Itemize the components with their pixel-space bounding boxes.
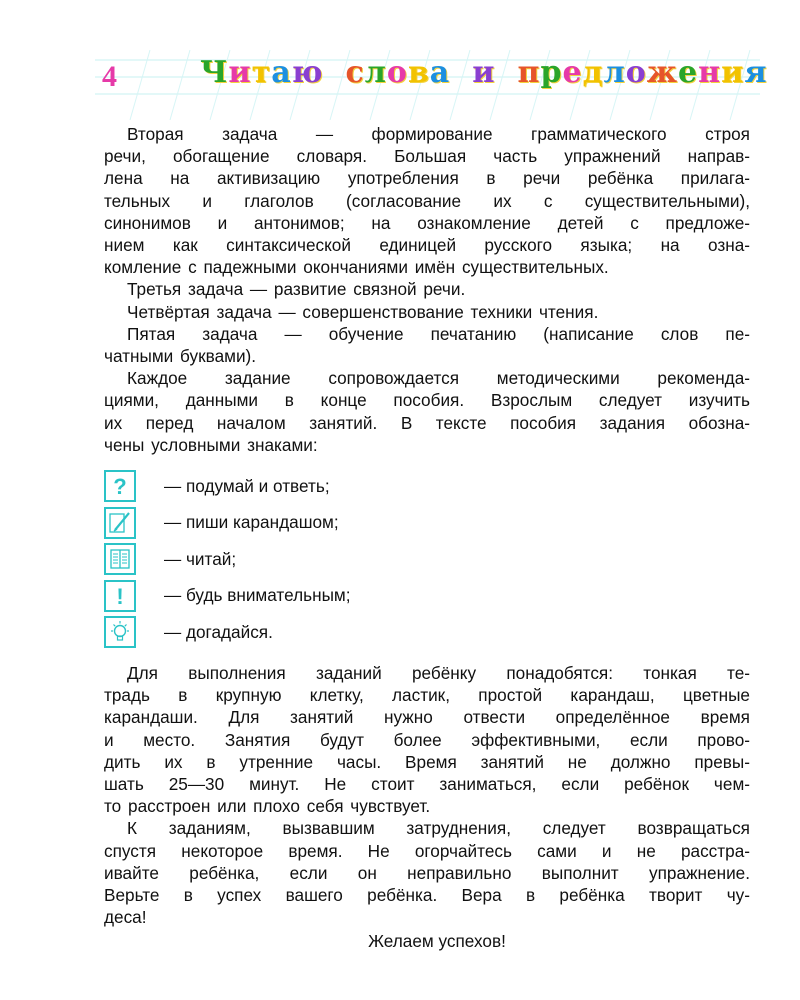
paragraph-materials	[104, 662, 750, 817]
text-line: нием как синтаксической единицей русского языка; на озна-	[104, 235, 750, 256]
text-line: деса!	[104, 907, 147, 928]
paragraph-third-task	[104, 278, 750, 300]
symbols-legend	[104, 468, 750, 650]
paragraph-second-task	[104, 123, 750, 278]
text-line: дить их в утренние часы. Время занятий не должно превы-	[104, 751, 750, 772]
text-line: ивайте ребёнка, если он неправильно выполнит упражнение.	[104, 862, 750, 883]
text-line: чены условными знаками:	[104, 434, 318, 455]
text-line: комление с падежными окончаниями имён существительных.	[104, 257, 609, 278]
text-line: Пятая задача — обучение печатанию (написание слов пе-	[127, 323, 750, 344]
page-number: 4	[102, 60, 117, 93]
legend-item	[104, 614, 750, 650]
text-line: чатными буквами).	[104, 346, 257, 367]
text-line: карандаши. Для занятий нужно отвести определённое время	[104, 707, 750, 728]
legend-text: — догадайся.	[164, 621, 273, 642]
text-line: речи, обогащение словаря. Большая часть упражнений направ-	[104, 146, 750, 167]
lightbulb-icon	[104, 616, 136, 648]
page-title	[200, 55, 790, 90]
text-line: Для выполнения заданий ребёнку понадобятся: тонкая те-	[127, 663, 750, 684]
closing-wish: Желаем успехов!	[368, 931, 506, 952]
svg-text:!: !	[116, 583, 124, 609]
legend-text: — читай;	[164, 548, 237, 569]
paragraph-fourth-task	[104, 301, 750, 323]
title-word: и	[472, 55, 496, 90]
legend-item	[104, 578, 750, 614]
text-line: синонимов и антонимов; на ознакомление детей с предложе-	[104, 212, 750, 233]
legend-text: — пиши карандашом;	[164, 512, 339, 533]
title-word: Читаю	[200, 55, 324, 90]
legend-item	[104, 541, 750, 577]
text-line: К заданиям, вызвавшим затруднения, следует возвращаться	[127, 818, 750, 839]
paragraph-fifth-task	[104, 323, 750, 367]
text-line: тельных и глаголов (согласование их с существительными),	[104, 190, 750, 211]
title-word: слова	[345, 55, 451, 90]
text-line: Верьте в успех вашего ребёнка. Вера в ребёнка творит чу-	[104, 885, 750, 906]
text-line: традь в крупную клетку, ластик, простой карандаш, цветные	[104, 685, 750, 706]
legend-item	[104, 505, 750, 541]
legend-text: — будь внимательным;	[164, 585, 351, 606]
text-line: спустя некоторое время. Не огорчайтесь сами и не расстра-	[104, 840, 750, 861]
paragraph-symbols-intro	[104, 367, 750, 456]
pencil-icon	[104, 507, 136, 539]
text-line: Вторая задача — формирование грамматического строя	[127, 124, 750, 144]
legend-text: — подумай и ответь;	[164, 475, 330, 496]
paragraph-difficulties	[104, 817, 750, 928]
page-body	[104, 123, 750, 953]
text-line: Каждое задание сопровождается методическими рекоменда-	[127, 368, 750, 389]
exclamation-icon	[104, 580, 136, 612]
text-line: и место. Занятия будут более эффективными, если прово-	[104, 729, 750, 750]
text-line: то расстроен или плохо себя чувствует.	[104, 796, 431, 817]
text-line: лена на активизацию употребления в речи ребёнка прилага-	[104, 168, 750, 189]
text-line: шать 25—30 минут. Не стоит заниматься, если ребёнок чем-	[104, 774, 750, 795]
text-line: циями, данными в конце пособия. Взрослым следует изучить	[104, 390, 750, 411]
text-line: Четвёртая задача — совершенствование техники чтения.	[127, 301, 599, 322]
title-word: предложения	[517, 55, 768, 90]
legend-item	[104, 468, 750, 504]
text-line: Третья задача — развитие связной речи.	[127, 279, 466, 300]
book-icon	[104, 543, 136, 575]
svg-text:?: ?	[113, 474, 127, 500]
text-line: их перед началом занятий. В тексте пособия задания обозна-	[104, 412, 750, 433]
question-icon	[104, 470, 136, 502]
